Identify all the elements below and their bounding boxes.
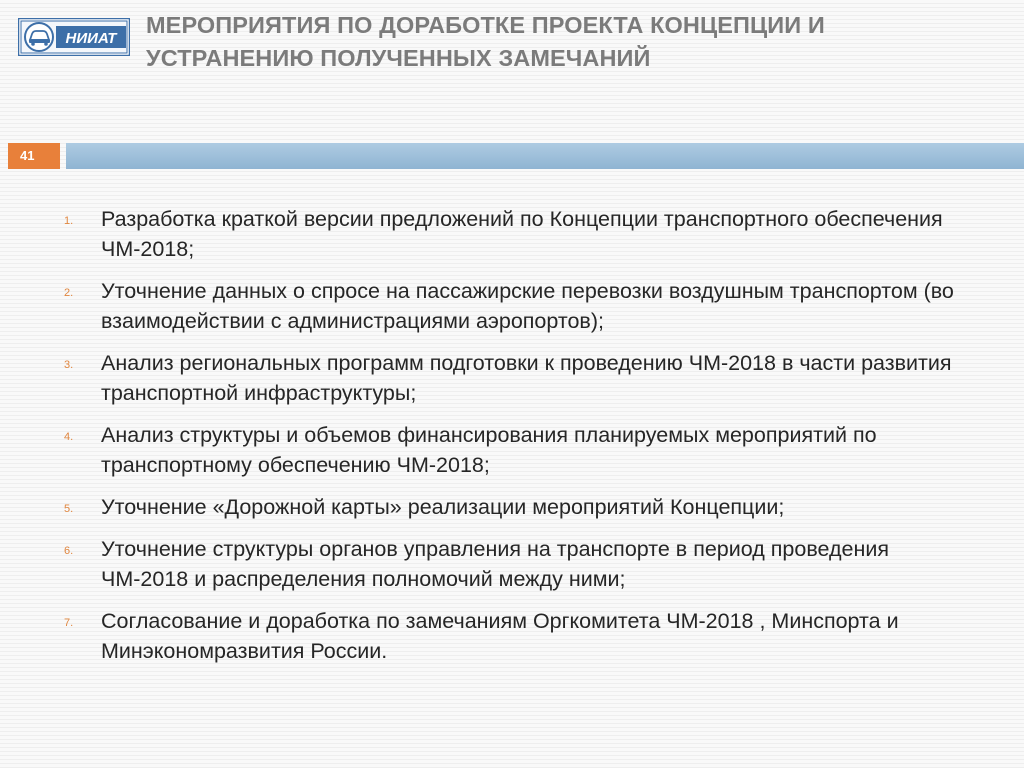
measures-list (64, 204, 954, 678)
list-item-text: Уточнение структуры органов управления на транспорте в период проведения ЧМ-2018 и распределения полномочий между ними; (101, 537, 890, 591)
page-title: МЕРОПРИЯТИЯ ПО ДОРАБОТКЕ ПРОЕКТА КОНЦЕПЦИИ И УСТРАНЕНИЮ ПОЛУЧЕННЫХ ЗАМЕЧАНИЙ (146, 12, 825, 71)
list-item-text: Согласование и доработка по замечаниям Оргкомитета ЧМ-2018 , Минспорта и Минэкономразвития России. (101, 609, 899, 663)
slide-number: 41 (8, 143, 60, 169)
list-item-number: 1. (64, 215, 74, 227)
list-item (64, 534, 954, 594)
list-item-text: Уточнение данных о спросе на пассажирские перевозки воздушным транспортом (во взаимодействии с администрациями аэропортов); (101, 279, 954, 333)
list-item (64, 606, 954, 666)
list-item-text: Разработка краткой версии предложений по Концепции транспортного обеспечения ЧМ-2018; (101, 207, 943, 261)
list-item (64, 420, 954, 480)
list-item-number: 3. (64, 359, 74, 371)
list-item (64, 276, 954, 336)
logo (18, 18, 130, 56)
list-item-number: 4. (64, 431, 74, 443)
header-bar (66, 143, 1024, 169)
list-item-text: Анализ региональных программ подготовки к проведению ЧМ-2018 в части развития транспортной инфраструктуры; (101, 351, 952, 405)
list-item-number: 5. (64, 503, 74, 515)
list-item-number: 2. (64, 287, 74, 299)
list-item-number: 6. (64, 545, 74, 557)
car-emblem-icon (18, 18, 130, 56)
list-item (64, 348, 954, 408)
list-item-text: Уточнение «Дорожной карты» реализации мероприятий Концепции; (101, 495, 785, 519)
logo-text: НИИАТ (65, 30, 117, 47)
list-item (64, 492, 954, 522)
list-item-number: 7. (64, 617, 74, 629)
list-item-text: Анализ структуры и объемов финансирования планируемых мероприятий по транспортному обеспечению ЧМ-2018; (101, 423, 877, 477)
list-item (64, 204, 954, 264)
